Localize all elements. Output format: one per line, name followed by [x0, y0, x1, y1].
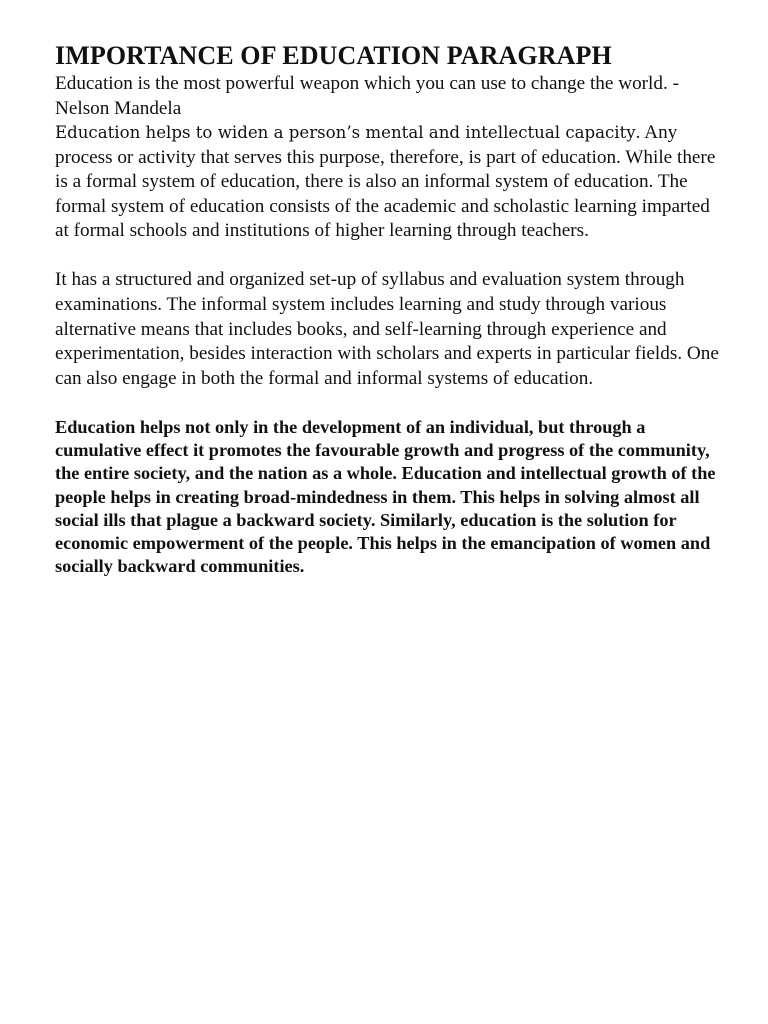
paragraph-formal-informal — [55, 121, 727, 244]
mandela-quote: Education is the most powerful weapon which you can use to change the world. - Nelson Mandela — [55, 73, 679, 119]
paragraph1-rest: . Any process or activity that serves this purpose, therefore, is part of education. While there is a formal system of education, there is also an informal system of education. The formal system of education consists of the academic and scholastic learning imparted at formal schools and institutions of higher learning through teachers. — [55, 122, 716, 242]
paragraph-structure: It has a structured and organized set-up of syllabus and evaluation system through examinations. The informal system includes learning and study through various alternative means that includes books, and self-learning through experience and experimentation, besides interaction with scholars and experts in particular fields. One can also engage in both the formal and informal systems of education. — [55, 269, 719, 389]
document-body — [55, 40, 727, 578]
document-title: IMPORTANCE OF EDUCATION PARAGRAPH — [55, 41, 612, 70]
paragraph-society-bold: Education helps not only in the development of an individual, but through a cumulative effect it promotes the favourable growth and progress of the community, the entire society, and the nation as a whole. Education and intellectual growth of the people helps in creating broad-mindedness in them. This helps in solving almost all social ills that plague a backward society. Similarly, education is the solution for economic empowerment of the people. This helps in the emancipation of women and socially backward communities. — [55, 416, 716, 577]
paragraph1-lead-sentence: Education helps to widen a person’s mental and intellectual capacity — [55, 123, 636, 142]
